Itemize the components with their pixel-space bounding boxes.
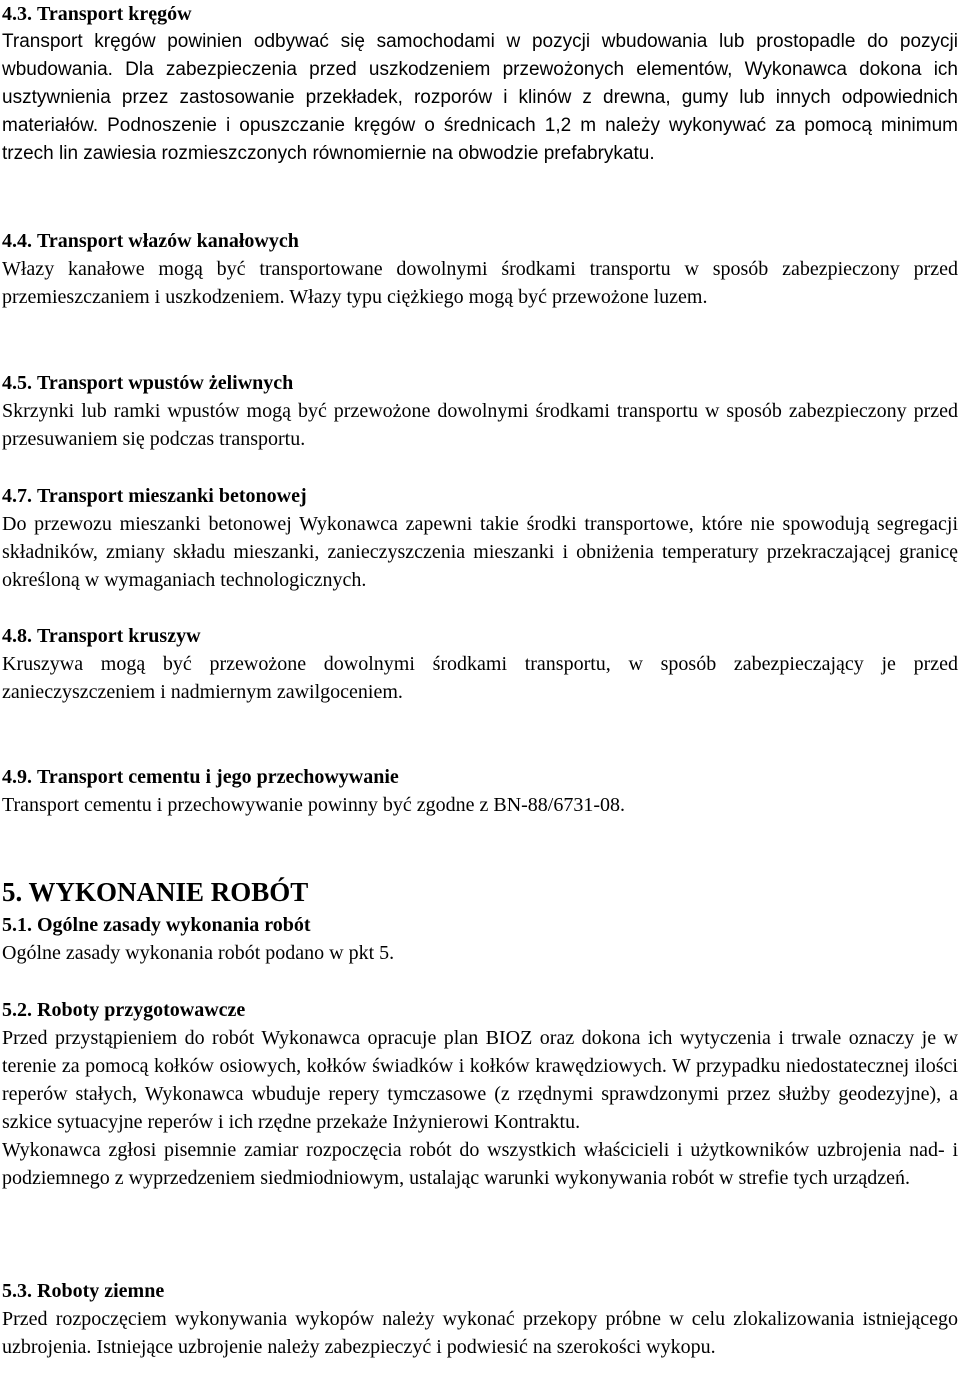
section-title: Transport włazów kanałowych <box>37 230 299 252</box>
section-number: 4.7. <box>2 485 32 507</box>
section-number: 5.3. <box>2 1280 32 1302</box>
section-4-8 <box>2 622 958 650</box>
section-4-5-body <box>2 397 958 453</box>
paragraph: Przed rozpoczęciem wykonywania wykopów należy wykonać przekopy próbne w celu zlokalizowania istniejącego uzbrojenia. Istniejące uzbrojenie należy zabezpieczyć i podwiesić na szerokości wykopu. <box>2 1308 958 1358</box>
paragraph: Kruszywa mogą być przewożone dowolnymi środkami transportu, w sposób zabezpieczający je przed zanieczyszczeniem i nadmiernym zawilgoceniem. <box>2 653 958 703</box>
section-5-3-body <box>2 1305 958 1361</box>
paragraph: Ogólne zasady wykonania robót podano w pkt 5. <box>2 942 395 964</box>
section-4-3 <box>2 0 958 28</box>
paragraph: Transport kręgów powinien odbywać się samochodami w pozycji wbudowania lub prostopadle do pozycji wbudowania. Dla zabezpieczenia przed uszkodzeniem przewożonych elementów, Wykonawca dokona ich usztywnienia przez zastosowanie przekładek, rozporów i klinów z drewna, gumy lub innych odpowiednich materiałów. Podnoszenie i opuszczanie kręgów o średnicach 1,2 m należy wykonywać za pomocą minimum trzech lin zawiesia rozmieszczonych równomiernie na obwodzie prefabrykatu. <box>2 31 958 164</box>
paragraph: Skrzynki lub ramki wpustów mogą być przewożone dowolnymi środkami transportu w sposób zabezpieczony przed przesuwaniem się podczas transportu. <box>2 400 958 450</box>
section-4-7 <box>2 482 958 510</box>
section-number: 4.9. <box>2 766 32 788</box>
section-4-5 <box>2 369 958 397</box>
paragraph: Transport cementu i przechowywanie powinny być zgodne z BN-88/6731-08. <box>2 794 626 816</box>
section-number: 4.8. <box>2 625 32 647</box>
section-number: 5.2. <box>2 999 32 1021</box>
section-4-3-body <box>2 28 958 168</box>
section-5-3 <box>2 1277 958 1305</box>
section-4-4-body <box>2 255 958 311</box>
section-title: Transport kruszyw <box>37 625 201 647</box>
section-5-1-body <box>2 939 958 967</box>
section-4-7-body <box>2 510 958 594</box>
section-number: 5.1. <box>2 914 32 936</box>
section-4-9 <box>2 763 958 791</box>
section-5-2 <box>2 996 958 1024</box>
paragraph: Do przewozu mieszanki betonowej Wykonawca zapewni takie środki transportowe, które nie spowodują segregacji składników, zmiany składu mieszanki, zanieczyszczenia mieszanki i obniżenia temperatury przekraczającej granicę określoną w wymaganiach technologicznych. <box>2 513 958 591</box>
section-4-8-body <box>2 650 958 706</box>
section-number: 4.4. <box>2 230 32 252</box>
section-5-1 <box>2 911 958 939</box>
section-title: Roboty przygotowawcze <box>37 999 246 1021</box>
section-title: Transport cementu i jego przechowywanie <box>37 766 399 788</box>
section-number: 4.5. <box>2 372 32 394</box>
chapter-heading: 5. WYKONANIE ROBÓT <box>2 877 309 907</box>
section-title: Transport kręgów <box>37 3 192 25</box>
paragraph: Wykonawca zgłosi pisemnie zamiar rozpoczęcia robót do wszystkich właścicieli i użytkowników uzbrojenia nad- i podziemnego z wyprzedzeniem siedmiodniowym, ustalając warunki wykonywania robót w strefie tych urządzeń. <box>2 1139 958 1189</box>
paragraph: Włazy kanałowe mogą być transportowane dowolnymi środkami transportu w sposób zabezpieczony przed przemieszczaniem i uszkodzeniem. Włazy typu ciężkiego mogą być przewożone luzem. <box>2 258 958 308</box>
section-title: Transport mieszanki betonowej <box>37 485 307 507</box>
paragraph: Przed przystąpieniem do robót Wykonawca opracuje plan BIOZ oraz dokona ich wytyczenia i trwale oznaczy je w terenie za pomocą kołków osiowych, kołków świadków i kołków krawędziowych. W przypadku niedostatecznej ilości reperów stałych, Wykonawca wbuduje repery tymczasowe (z rzędnymi sprawdzonymi przez służby geodezyjne), a szkice sytuacyjne reperów i ich rzędne przekaże Inżynierowi Kontraktu. <box>2 1027 958 1133</box>
section-4-4 <box>2 227 958 255</box>
section-title: Transport wpustów żeliwnych <box>37 372 294 394</box>
section-title: Roboty ziemne <box>37 1280 165 1302</box>
section-title: Ogólne zasady wykonania robót <box>37 914 311 936</box>
section-5-2-body <box>2 1024 958 1192</box>
section-number: 4.3. <box>2 3 32 25</box>
section-4-9-body <box>2 791 958 819</box>
